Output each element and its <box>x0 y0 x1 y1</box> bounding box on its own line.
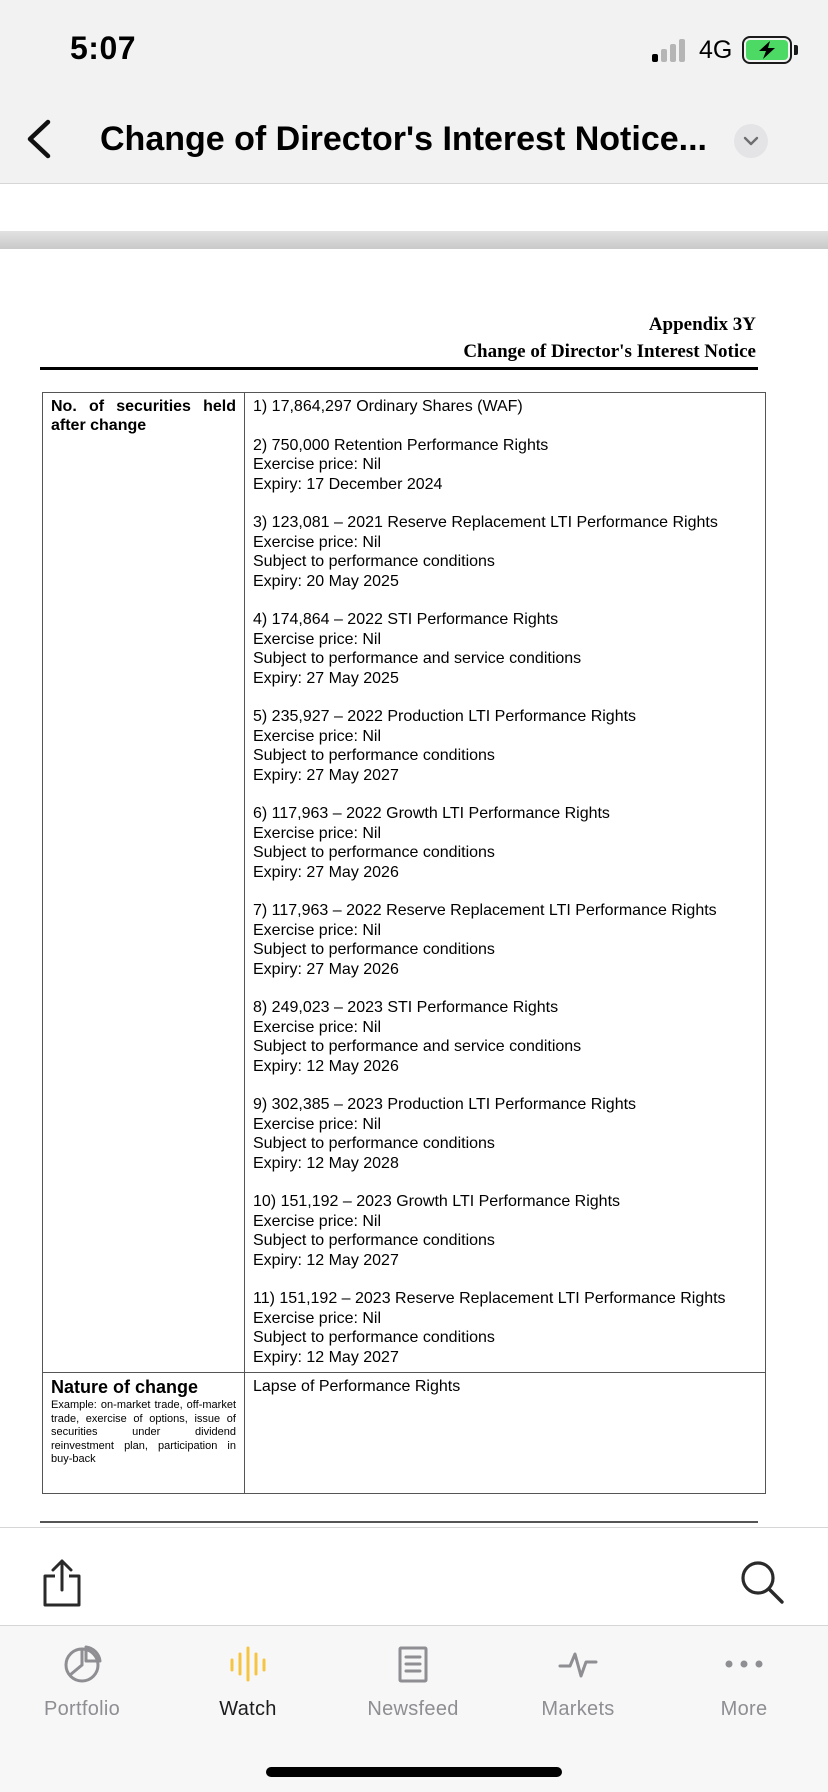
list-item <box>253 901 757 979</box>
holding-line: Exercise price: Nil <box>253 630 382 648</box>
holding-line: Expiry: 12 May 2027 <box>253 1251 399 1269</box>
holding-line: Expiry: 27 May 2027 <box>253 766 399 784</box>
battery-nub <box>794 45 798 55</box>
status-time: 5:07 <box>70 30 137 66</box>
action-bar <box>0 1527 828 1625</box>
holding-line: Subject to performance and service conditions <box>253 1038 582 1055</box>
holding-line: Exercise price: Nil <box>253 727 382 745</box>
tab-label: Markets <box>541 1698 615 1720</box>
holding-line: Expiry: 12 May 2027 <box>253 1348 399 1366</box>
holding-line: Exercise price: Nil <box>253 1115 382 1133</box>
footer-rule <box>40 1521 758 1523</box>
list-item <box>253 513 757 591</box>
title-dropdown-button[interactable] <box>734 124 768 158</box>
appendix-label: Appendix 3Y <box>648 314 756 335</box>
holding-line: 2) 750,000 Retention Performance Rights <box>253 436 549 454</box>
network-type: 4G <box>699 36 733 64</box>
holding-line: 8) 249,023 – 2023 STI Performance Rights <box>253 999 559 1016</box>
battery-charging-icon <box>742 36 792 64</box>
tab-label: Newsfeed <box>367 1698 459 1720</box>
share-button[interactable] <box>40 1558 84 1608</box>
holding-line: Exercise price: Nil <box>253 1309 382 1327</box>
list-item <box>253 804 757 882</box>
table-row <box>43 1372 765 1493</box>
holding-line: Subject to performance conditions <box>253 1329 495 1346</box>
tab-label: Watch <box>219 1698 277 1720</box>
holding-line: 7) 117,963 – 2022 Reserve Replacement LTI Performance Rights <box>253 902 717 919</box>
list-item <box>253 998 757 1076</box>
tab-newsfeed[interactable] <box>343 1626 483 1736</box>
nav-bar <box>0 96 828 184</box>
holding-line: Exercise price: Nil <box>253 921 382 939</box>
tab-portfolio[interactable] <box>12 1626 152 1736</box>
nature-example: Example: on-market trade, off-market trade, exercise of options, issue of securities under dividend reinvestment plan, participation in buy-back <box>51 1399 236 1465</box>
document-header <box>463 311 756 365</box>
tab-markets[interactable] <box>508 1626 648 1736</box>
pie-chart-icon <box>62 1644 102 1684</box>
list-item <box>253 610 757 688</box>
list-item <box>253 707 757 785</box>
holding-line: 6) 117,963 – 2022 Growth LTI Performance Rights <box>253 805 610 822</box>
waveform-icon <box>228 1644 268 1684</box>
holding-line: Subject to performance conditions <box>253 747 495 764</box>
chevron-left-icon <box>18 114 66 164</box>
table-row <box>43 393 765 1372</box>
holding-line: Expiry: 12 May 2026 <box>253 1057 399 1075</box>
holding-line: Expiry: 27 May 2026 <box>253 863 399 881</box>
tab-label: Portfolio <box>43 1698 121 1720</box>
document-title: Change of Director's Interest Notice <box>463 341 756 362</box>
tab-label: More <box>720 1698 768 1720</box>
holding-line: 5) 235,927 – 2022 Production LTI Performance Rights <box>253 708 637 725</box>
holding-line: Subject to performance conditions <box>253 844 495 861</box>
page-separator <box>0 231 828 249</box>
newspaper-icon <box>393 1644 433 1684</box>
status-bar <box>0 0 828 96</box>
nature-label: Nature of change <box>51 1377 199 1397</box>
cellular-signal-icon <box>652 38 692 62</box>
holding-line: 1) 17,864,297 Ordinary Shares (WAF) <box>253 398 523 415</box>
holding-line: Subject to performance conditions <box>253 1232 495 1249</box>
page-title: Change of Director's Interest Notice... <box>100 120 707 158</box>
holding-line: Subject to performance conditions <box>253 941 495 958</box>
holding-line: Exercise price: Nil <box>253 456 382 473</box>
holding-line: Subject to performance conditions <box>253 553 495 570</box>
list-item <box>253 397 757 417</box>
tab-more[interactable] <box>674 1626 814 1736</box>
list-item <box>253 1192 757 1270</box>
holding-line: Expiry: 20 May 2025 <box>253 572 399 590</box>
holding-line: Subject to performance conditions <box>253 1135 495 1152</box>
document-page[interactable] <box>0 249 828 1527</box>
holding-line: Expiry: 27 May 2025 <box>253 669 399 687</box>
share-icon <box>40 1558 84 1608</box>
list-item <box>253 436 757 495</box>
holdings-list <box>245 393 765 1372</box>
search-icon <box>738 1558 786 1606</box>
search-button[interactable] <box>738 1558 786 1606</box>
holding-line: Exercise price: Nil <box>253 1018 382 1036</box>
holding-line: 9) 302,385 – 2023 Production LTI Performance Rights <box>253 1096 637 1113</box>
holding-line: Exercise price: Nil <box>253 1212 382 1230</box>
tab-bar <box>0 1625 828 1792</box>
ellipsis-icon <box>724 1644 764 1684</box>
header-rule <box>40 367 758 370</box>
holding-line: 4) 174,864 – 2022 STI Performance Rights <box>253 611 559 628</box>
nature-value: Lapse of Performance Rights <box>253 1378 461 1395</box>
back-button[interactable] <box>18 114 66 164</box>
pulse-icon <box>558 1644 598 1684</box>
securities-table <box>42 392 766 1494</box>
holding-line: Exercise price: Nil <box>253 824 382 842</box>
nature-label-cell <box>43 1373 245 1493</box>
securities-label: No. of securities held after change <box>51 398 236 434</box>
holding-line: Subject to performance and service conditions <box>253 650 582 667</box>
holding-line: Expiry: 12 May 2028 <box>253 1154 399 1172</box>
home-indicator <box>266 1767 562 1777</box>
holding-line: Expiry: 27 May 2026 <box>253 960 399 978</box>
chevron-down-icon <box>743 135 759 147</box>
holding-line: 10) 151,192 – 2023 Growth LTI Performance Rights <box>253 1193 621 1210</box>
securities-label-cell <box>43 393 245 1372</box>
holding-line: 11) 151,192 – 2023 Reserve Replacement LTI Performance Rights <box>253 1290 726 1307</box>
list-item <box>253 1289 757 1367</box>
holding-line: 3) 123,081 – 2021 Reserve Replacement LTI Performance Rights <box>253 514 718 531</box>
list-item <box>253 1095 757 1173</box>
holding-line: Expiry: 17 December 2024 <box>253 475 443 493</box>
holding-line: Exercise price: Nil <box>253 533 382 551</box>
tab-watch[interactable] <box>178 1626 318 1736</box>
